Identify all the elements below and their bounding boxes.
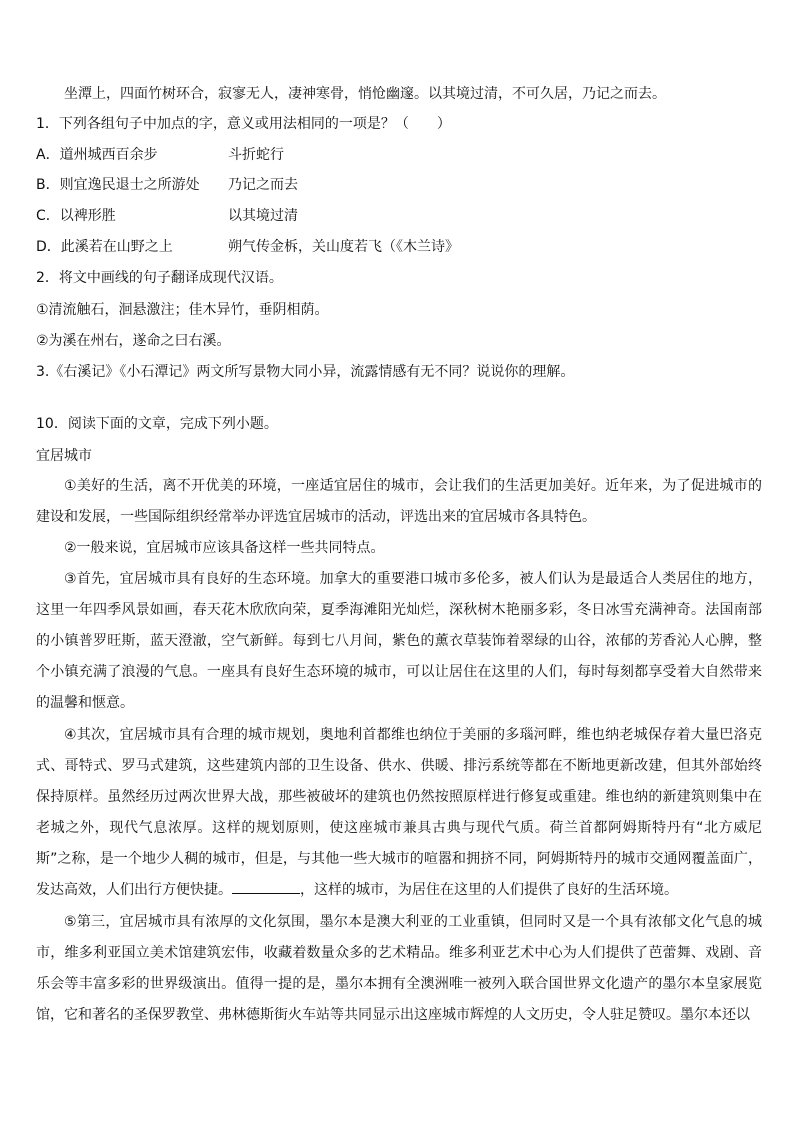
- article-title: 宜居城市: [36, 448, 92, 464]
- option-d-right: 朔气传金柝，关山度若飞（《木兰诗》: [228, 239, 459, 255]
- fill-in-blank[interactable]: [232, 879, 300, 894]
- paragraph-4-text: ④其次，宜居城市具有合理的城市规划，奥地利首都维也纳位于美丽的多瑙河畔，维也纳老城保存着大量巴洛克式、哥特式、罗马式建筑，这些建筑内部的卫生设备、供水、供暖、排污系统等都在不断地更新改建，但其外部始终保持原样。虽然经历过两次世界大战，那些被破坏的建筑也仍然按照原样进行修复或重建。维也纳的新建筑则集中在老城之外，现代气息浓厚。这样的规划原则，使这座城市兼具古典与现代气质。荷兰首都阿姆斯特丹有“北方威尼斯”之称，是一个地少人稠的城市，但是，与其他一些大城市的喧嚣和拥挤不同，阿姆斯特丹的城市交通网覆盖面广，发达高效，人们出行方便快捷。: [36, 727, 762, 898]
- intro-sentence: 坐潭上，四面竹树环合，寂寥无人，凄神寒骨，悄怆幽邃。以其境过清，不可久居，乃记之而去。: [64, 86, 666, 102]
- question-3-stem: 3.《右溪记》《小石潭记》两文所写景物大同小异，流露情感有无不同？说说你的理解。: [36, 364, 575, 380]
- question-1-stem: 1．下列各组句子中加点的字，意义或用法相同的一项是？（ ）: [36, 116, 451, 132]
- option-a-left: A．道州城西百余步: [36, 147, 158, 163]
- option-a-right: 斗折蛇行: [228, 147, 284, 163]
- option-d-left: D．此溪若在山野之上: [36, 239, 173, 255]
- option-b-right: 乃记之而去: [228, 177, 298, 193]
- question-2-item-1: ①清流触石，洄悬激注；佳木异竹，垂阴相荫。: [36, 302, 329, 318]
- option-c-left: C．以裨形胜: [36, 208, 116, 224]
- question-2-item-2: ②为溪在州右，遂命之曰右溪。: [36, 333, 231, 349]
- article-paragraph-5: ⑤第三，宜居城市具有浓厚的文化氛围，墨尔本是澳大利亚的工业重镇，但同时又是一个具有浓郁文化气息的城市，维多利亚国立美术馆建筑宏伟，收藏着数量众多的艺术精品。维多利亚艺术中心为人们提供了芭蕾舞、戏剧、音乐会等丰富多彩的世界级演出。值得一提的是，墨尔本拥有全澳洲唯一被列入联合国世界文化遗产的墨尔本皇家展览馆，它和著名的圣保罗教堂、弗林德斯街火车站等共同显示出这座城市辉煌的人文历史，令人驻足赞叹。墨尔本还以: [36, 914, 762, 1023]
- question-2-stem: 2．将文中画线的句子翻译成现代汉语。: [36, 270, 283, 286]
- article-paragraph-2: ②一般来说，宜居城市应该具备这样一些共同特点。: [64, 540, 385, 556]
- article-paragraph-3: ③首先，宜居城市具有良好的生态环境。加拿大的重要港口城市多伦多，被人们认为是最适合人类居住的地方，这里一年四季风景如画，春天花木欣欣向荣，夏季海滩阳光灿烂，深秋树木艳丽多彩，冬日冰雪充满神奇。法国南部的小镇普罗旺斯，蓝天澄澈，空气新鲜。每到七八月间，紫色的薰衣草装饰着翠绿的山谷，浓郁的芳香沁人心脾，整个小镇充满了浪漫的气息。一座具有良好生态环境的城市，可以让居住在这里的人们，每时每刻都享受着大自然带来的温馨和惬意。: [36, 571, 762, 711]
- question-10-stem: 10．阅读下面的文章，完成下列小题。: [36, 416, 278, 432]
- paragraph-4-tail: ，这样的城市，为居住在这里的人们提供了良好的生活环境。: [300, 882, 678, 898]
- option-b-left: B．则宜逸民退士之所游处: [36, 177, 200, 193]
- article-paragraph-4: [36, 720, 762, 906]
- option-c-right: 以其境过清: [228, 208, 298, 224]
- article-paragraph-1: ①美好的生活，离不开优美的环境，一座适宜居住的城市，会让我们的生活更加美好。近年来，为了促进城市的建设和发展，一些国际组织经常举办评选宜居城市的活动，评选出来的宜居城市各具特色。: [36, 478, 762, 525]
